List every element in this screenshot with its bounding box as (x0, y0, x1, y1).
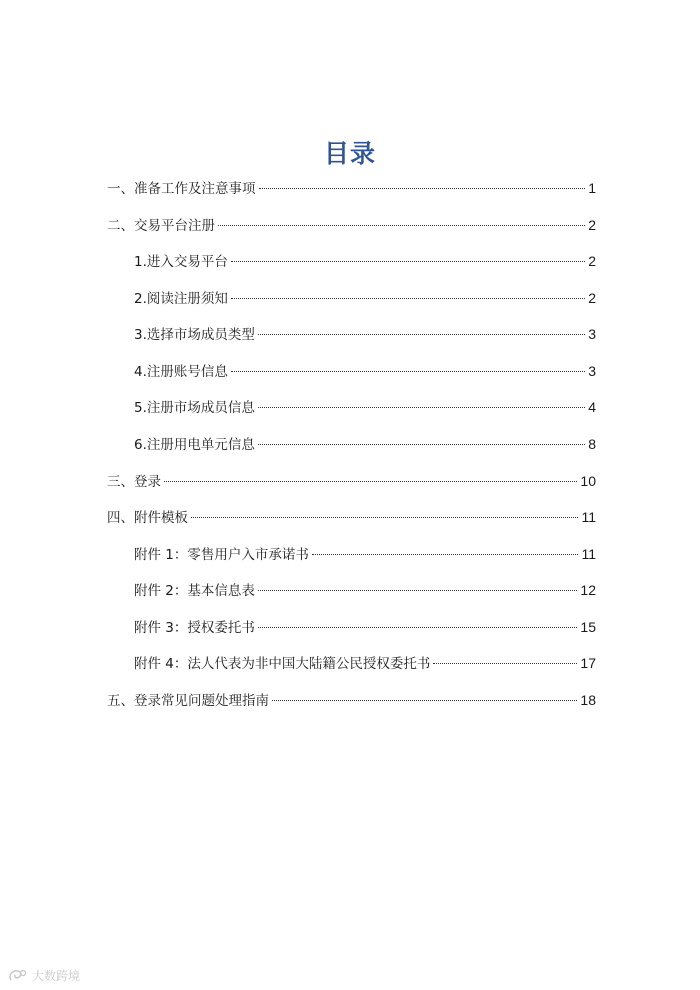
toc-leader-dots (312, 554, 579, 555)
toc-leader-dots (258, 627, 578, 628)
toc-leader-dots (272, 700, 577, 701)
toc-leader-dots (258, 444, 585, 445)
toc-page-number: 12 (580, 582, 596, 598)
toc-page-number: 15 (580, 619, 596, 635)
toc-entry-text: 2.阅读注册须知 (134, 291, 228, 307)
toc-page-number: 10 (580, 473, 596, 489)
toc-entry-text: 1.进入交易平台 (134, 254, 228, 270)
toc-entry-text: 附件 1：零售用户入市承诺书 (134, 547, 309, 563)
toc-entry-text: 附件 3：授权委托书 (134, 620, 255, 636)
toc-entry-text: 4.注册账号信息 (134, 364, 228, 380)
toc-entry-text: 3.选择市场成员类型 (134, 327, 255, 343)
toc-page-number: 4 (588, 399, 596, 415)
toc-leader-dots (433, 663, 577, 664)
toc-entry[interactable] (107, 213, 596, 237)
toc-page-number: 3 (588, 363, 596, 379)
watermark (8, 967, 80, 984)
toc-entry[interactable] (107, 505, 596, 529)
toc-leader-dots (258, 334, 585, 335)
page-title: 目录 (323, 139, 376, 168)
toc-entry[interactable] (134, 615, 596, 639)
toc-leader-dots (191, 517, 578, 518)
toc-entry[interactable] (134, 432, 596, 456)
toc-page-number: 11 (581, 509, 596, 525)
toc-entry-text: 附件 2：基本信息表 (134, 583, 255, 599)
toc-entry[interactable] (134, 249, 596, 273)
toc-page-number: 11 (581, 546, 596, 562)
toc-page-number: 2 (588, 290, 596, 306)
toc-entry-text: 附件 4：法人代表为非中国大陆籍公民授权委托书 (134, 656, 431, 672)
toc-leader-dots (258, 407, 585, 408)
watermark-logo-icon (8, 968, 28, 984)
toc-leader-dots (231, 261, 585, 262)
toc-leader-dots (164, 481, 577, 482)
toc-page-number: 8 (588, 436, 596, 452)
toc-entry-text: 6.注册用电单元信息 (134, 437, 255, 453)
toc-entry[interactable] (134, 542, 596, 566)
toc-entry-text: 一、准备工作及注意事项 (107, 181, 256, 197)
toc-entry[interactable] (134, 286, 596, 310)
toc-entry-text: 四、附件模板 (107, 510, 188, 526)
toc-leader-dots (218, 225, 585, 226)
toc-entry-text: 5.注册市场成员信息 (134, 400, 255, 416)
toc-entry[interactable] (107, 176, 596, 200)
toc-entry[interactable] (134, 578, 596, 602)
toc-entry[interactable] (134, 359, 596, 383)
toc-leader-dots (258, 590, 578, 591)
toc-page-number: 2 (588, 253, 596, 269)
toc-entry-text: 五、登录常见问题处理指南 (107, 693, 269, 709)
toc-entry-text: 二、交易平台注册 (107, 218, 215, 234)
toc-entry-text: 三、登录 (107, 474, 161, 490)
watermark-text: 大数跨境 (32, 969, 81, 983)
toc-leader-dots (231, 371, 585, 372)
toc-page-number: 18 (580, 692, 596, 708)
toc-leader-dots (231, 298, 585, 299)
toc-page-number: 1 (588, 180, 596, 196)
toc-entry[interactable] (107, 688, 596, 712)
toc-entry[interactable] (134, 322, 596, 346)
toc-leader-dots (259, 188, 586, 189)
toc-entry[interactable] (107, 469, 596, 493)
toc-entry[interactable] (134, 395, 596, 419)
toc-page-number: 3 (588, 326, 596, 342)
toc-entry[interactable] (134, 651, 596, 675)
toc-page-number: 17 (580, 655, 596, 671)
toc-page-number: 2 (588, 217, 596, 233)
